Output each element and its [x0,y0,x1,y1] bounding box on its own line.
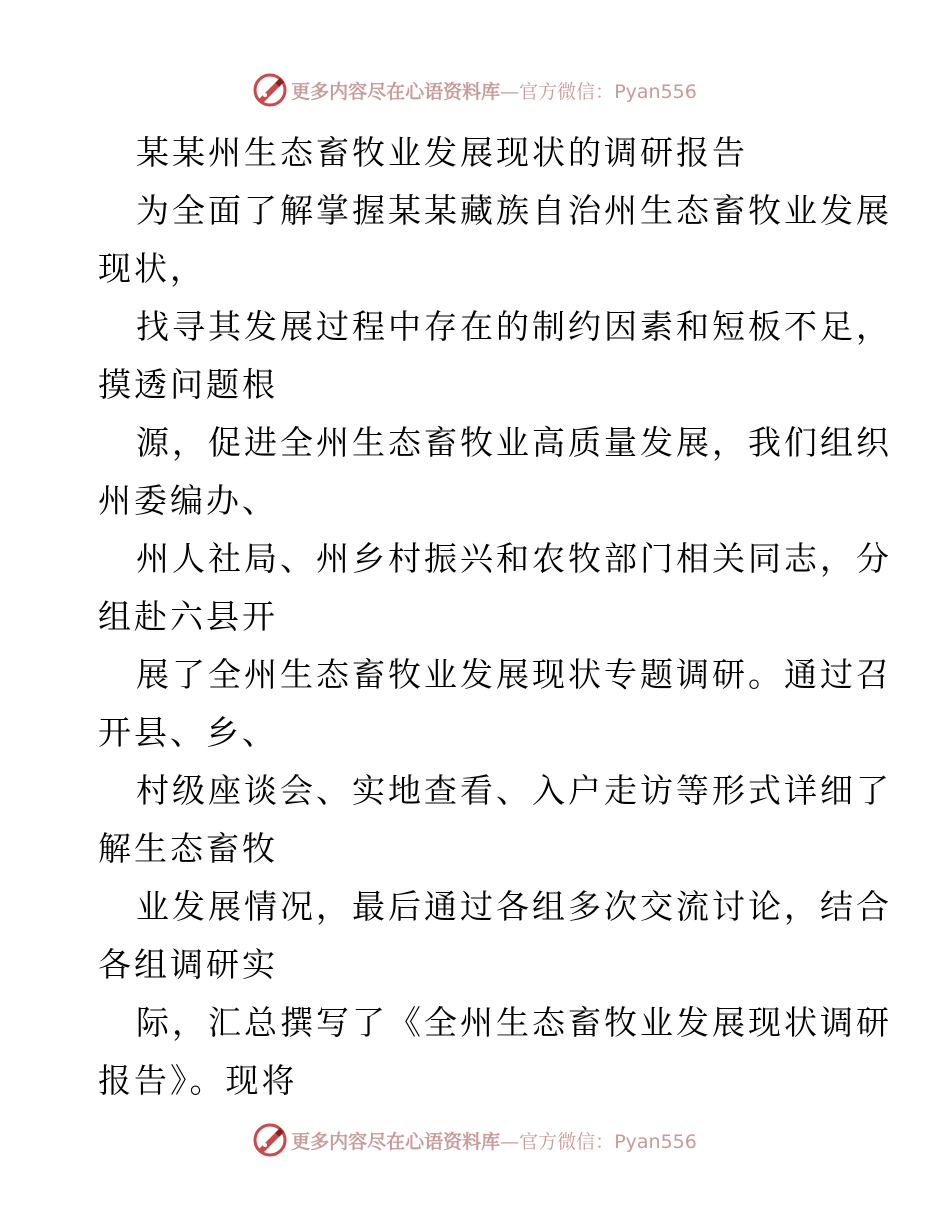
paragraph-line: 村级座谈会、实地查看、入户走访等形式详细了 [136,771,892,810]
paragraph-line: 报告》。现将 [98,1061,298,1100]
paragraph-lines [98,182,892,1110]
watermark-wechat-label: 官方微信： [519,1130,615,1153]
document-title: 某某州生态畜牧业发展现状的调研报告 [136,133,748,172]
paragraph-line: 解生态畜牧 [98,829,278,868]
pen-logo-icon [253,73,287,107]
paragraph-line: 组赴六县开 [98,597,278,636]
paragraph-line: 源，促进全州生态畜牧业高质量发展，我们组织 [136,423,892,462]
footer-watermark [0,1120,950,1160]
paragraph-line: 为全面了解掌握某某藏族自治州生态畜牧业发展 [136,191,892,230]
watermark-separator: — [500,1130,520,1153]
paragraph-line: 业发展情况，最后通过各组多次交流讨论，结合 [136,887,892,926]
watermark-wechat-id: Pyan556 [614,1130,697,1153]
watermark-wechat-label: 官方微信： [519,80,615,103]
watermark-separator: — [500,80,520,103]
paragraph-line: 州委编办、 [98,481,278,520]
paragraph-line: 摸透问题根 [98,365,278,404]
watermark-brand: 更多内容尽在心语资料库 [291,1130,501,1153]
watermark-brand: 更多内容尽在心语资料库 [291,80,501,103]
document-body [98,124,892,1110]
watermark-wechat-id: Pyan556 [614,80,697,103]
paragraph-line: 展了全州生态畜牧业发展现状专题调研。通过召 [136,655,892,694]
watermark-text [291,1127,697,1154]
pen-logo-icon [253,1123,287,1157]
paragraph-line: 现状， [98,249,206,288]
header-watermark [0,70,950,110]
paragraph-line: 州人社局、州乡村振兴和农牧部门相关同志，分 [136,539,892,578]
paragraph-line: 各组调研实 [98,945,278,984]
watermark-text [291,77,697,104]
paragraph-line: 际，汇总撰写了《全州生态畜牧业发展现状调研 [136,1003,892,1042]
paragraph-line: 开县、乡、 [98,713,278,752]
paragraph-line: 找寻其发展过程中存在的制约因素和短板不足， [136,307,892,346]
